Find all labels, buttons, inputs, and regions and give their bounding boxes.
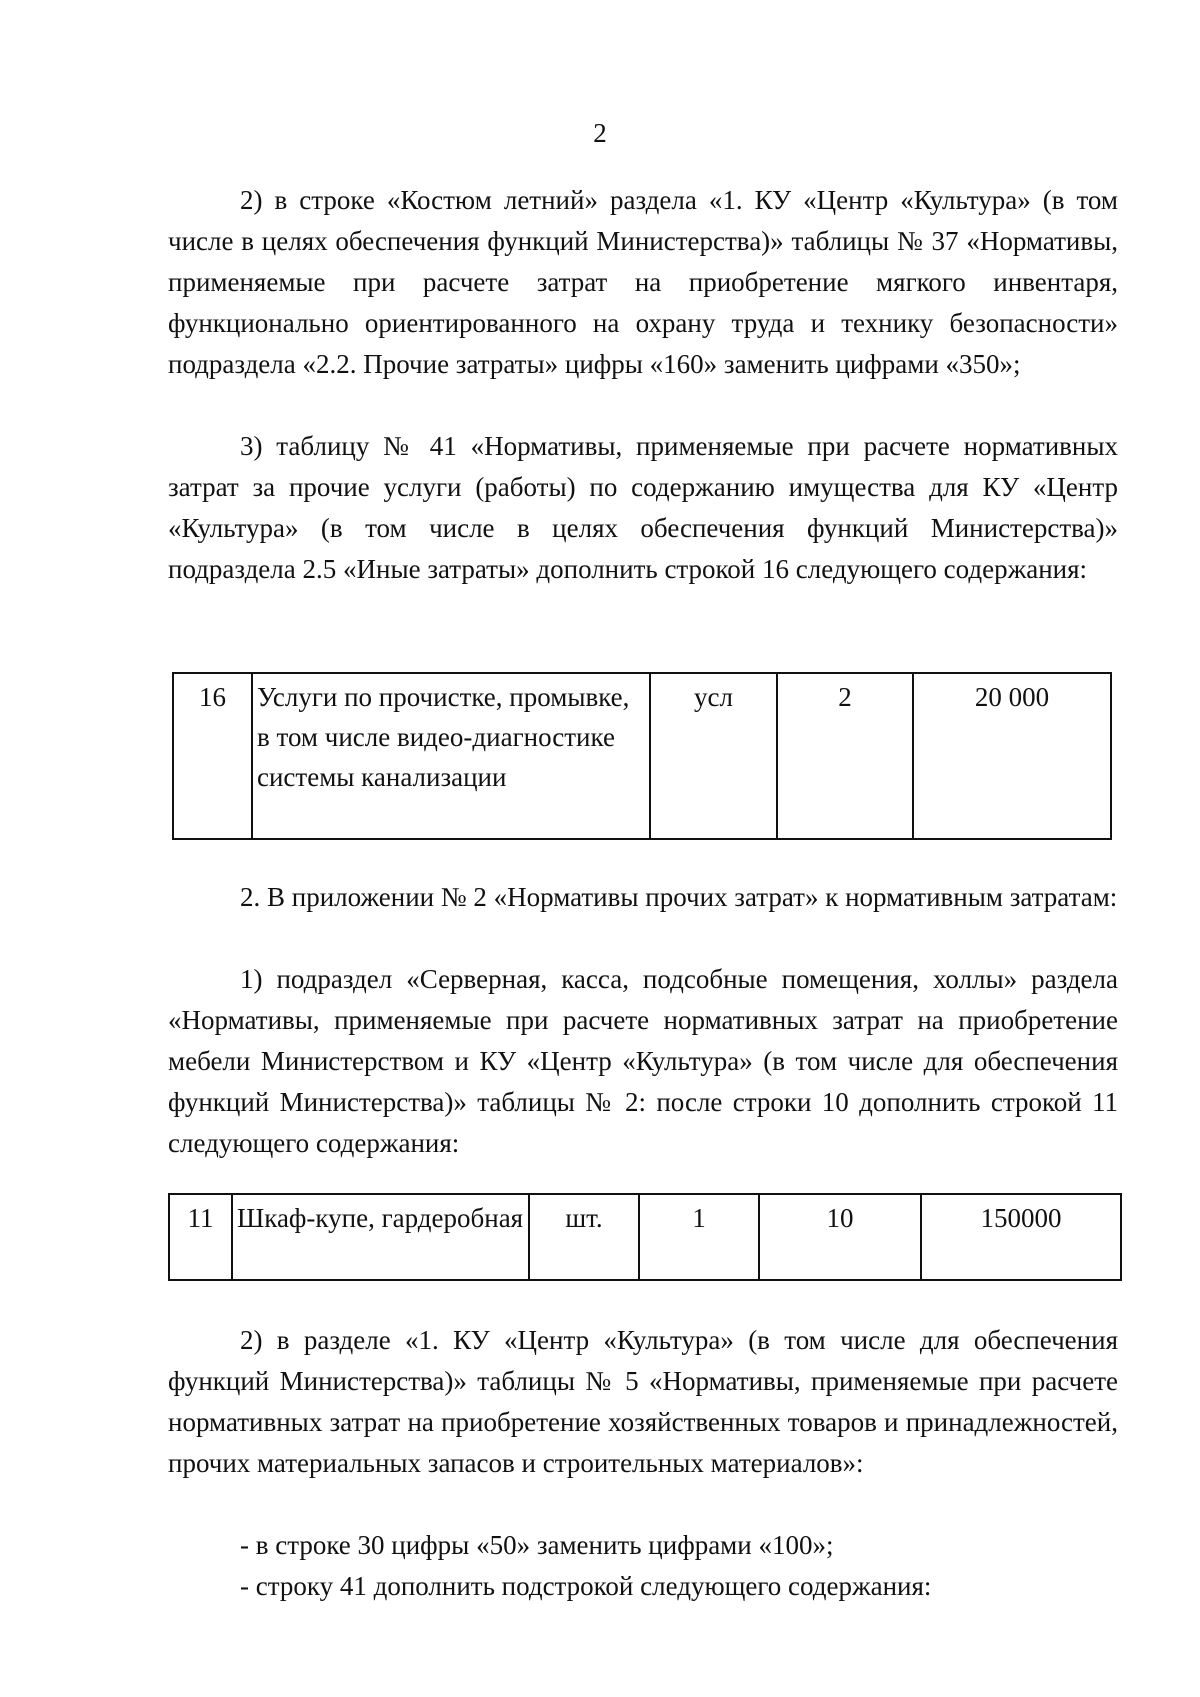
table-cell-name: Услуги по прочистке, промывке, в том числе видео-диагностике системы канализации: [252, 673, 650, 839]
table-cell-price: 20 000: [913, 673, 1111, 839]
table-row-11: [168, 1193, 1122, 1281]
list-item: - строку 41 дополнить подстрокой следующего содержания:: [240, 1571, 932, 1601]
table-cell-number: 11: [169, 1194, 232, 1280]
table-cell-price: 150000: [921, 1194, 1121, 1280]
page-number: 2: [593, 118, 607, 148]
table-cell-name: Шкаф-купе, гардеробная: [232, 1194, 529, 1280]
list-item: - в строке 30 цифры «50» заменить цифрами «100»;: [240, 1530, 834, 1560]
paragraph-costume: 2) в строке «Костюм летний» раздела «1. КУ «Центр «Культура» (в том числе в целях обеспечения функций Министерства)» таблицы № 37 «Нормативы, применяемые при расчете затрат на приобретение мягкого инвентаря, функционально ориентированного на охрану труда и технику безопасности» подраздела «2.2. Прочие затраты» цифры «160» заменить цифрами «350»;: [168, 185, 1118, 379]
table-cell-number: 16: [173, 673, 252, 839]
paragraph-table-41: 3) таблицу № 41 «Нормативы, применяемые при расчете нормативных затрат за прочие услуги (работы) по содержанию имущества для КУ «Центр «Культура» (в том числе в целях обеспечения функций Министерства)» подраздела 2.5 «Иные затраты» дополнить строкой 16 следующего содержания:: [168, 431, 1118, 584]
paragraph-furniture: 1) подраздел «Серверная, касса, подсобные помещения, холлы» раздела «Нормативы, применяемые при расчете нормативных затрат на приобретение мебели Министерством и КУ «Центр «Культура» (в том числе для обеспечения функций Министерства)» таблицы № 2: после строки 10 дополнить строкой 11 следующего содержания:: [168, 964, 1118, 1158]
table-cell-quantity: 1: [639, 1194, 759, 1280]
table-row-16: [172, 672, 1112, 840]
paragraph-appendix-2: 2. В приложении № 2 «Нормативы прочих затрат» к нормативным затратам:: [240, 882, 1118, 912]
table-cell-unit: усл: [650, 673, 777, 839]
paragraph-table-5: 2) в разделе «1. КУ «Центр «Культура» (в том числе для обеспечения функций Министерства)» таблицы № 5 «Нормативы, применяемые при расчете нормативных затрат на приобретение хозяйственных товаров и принадлежностей, прочих материальных запасов и строительных материалов»:: [168, 1325, 1118, 1478]
table-cell-quantity: 2: [777, 673, 913, 839]
table-cell-unit: шт.: [529, 1194, 639, 1280]
table-cell-years: 10: [759, 1194, 921, 1280]
